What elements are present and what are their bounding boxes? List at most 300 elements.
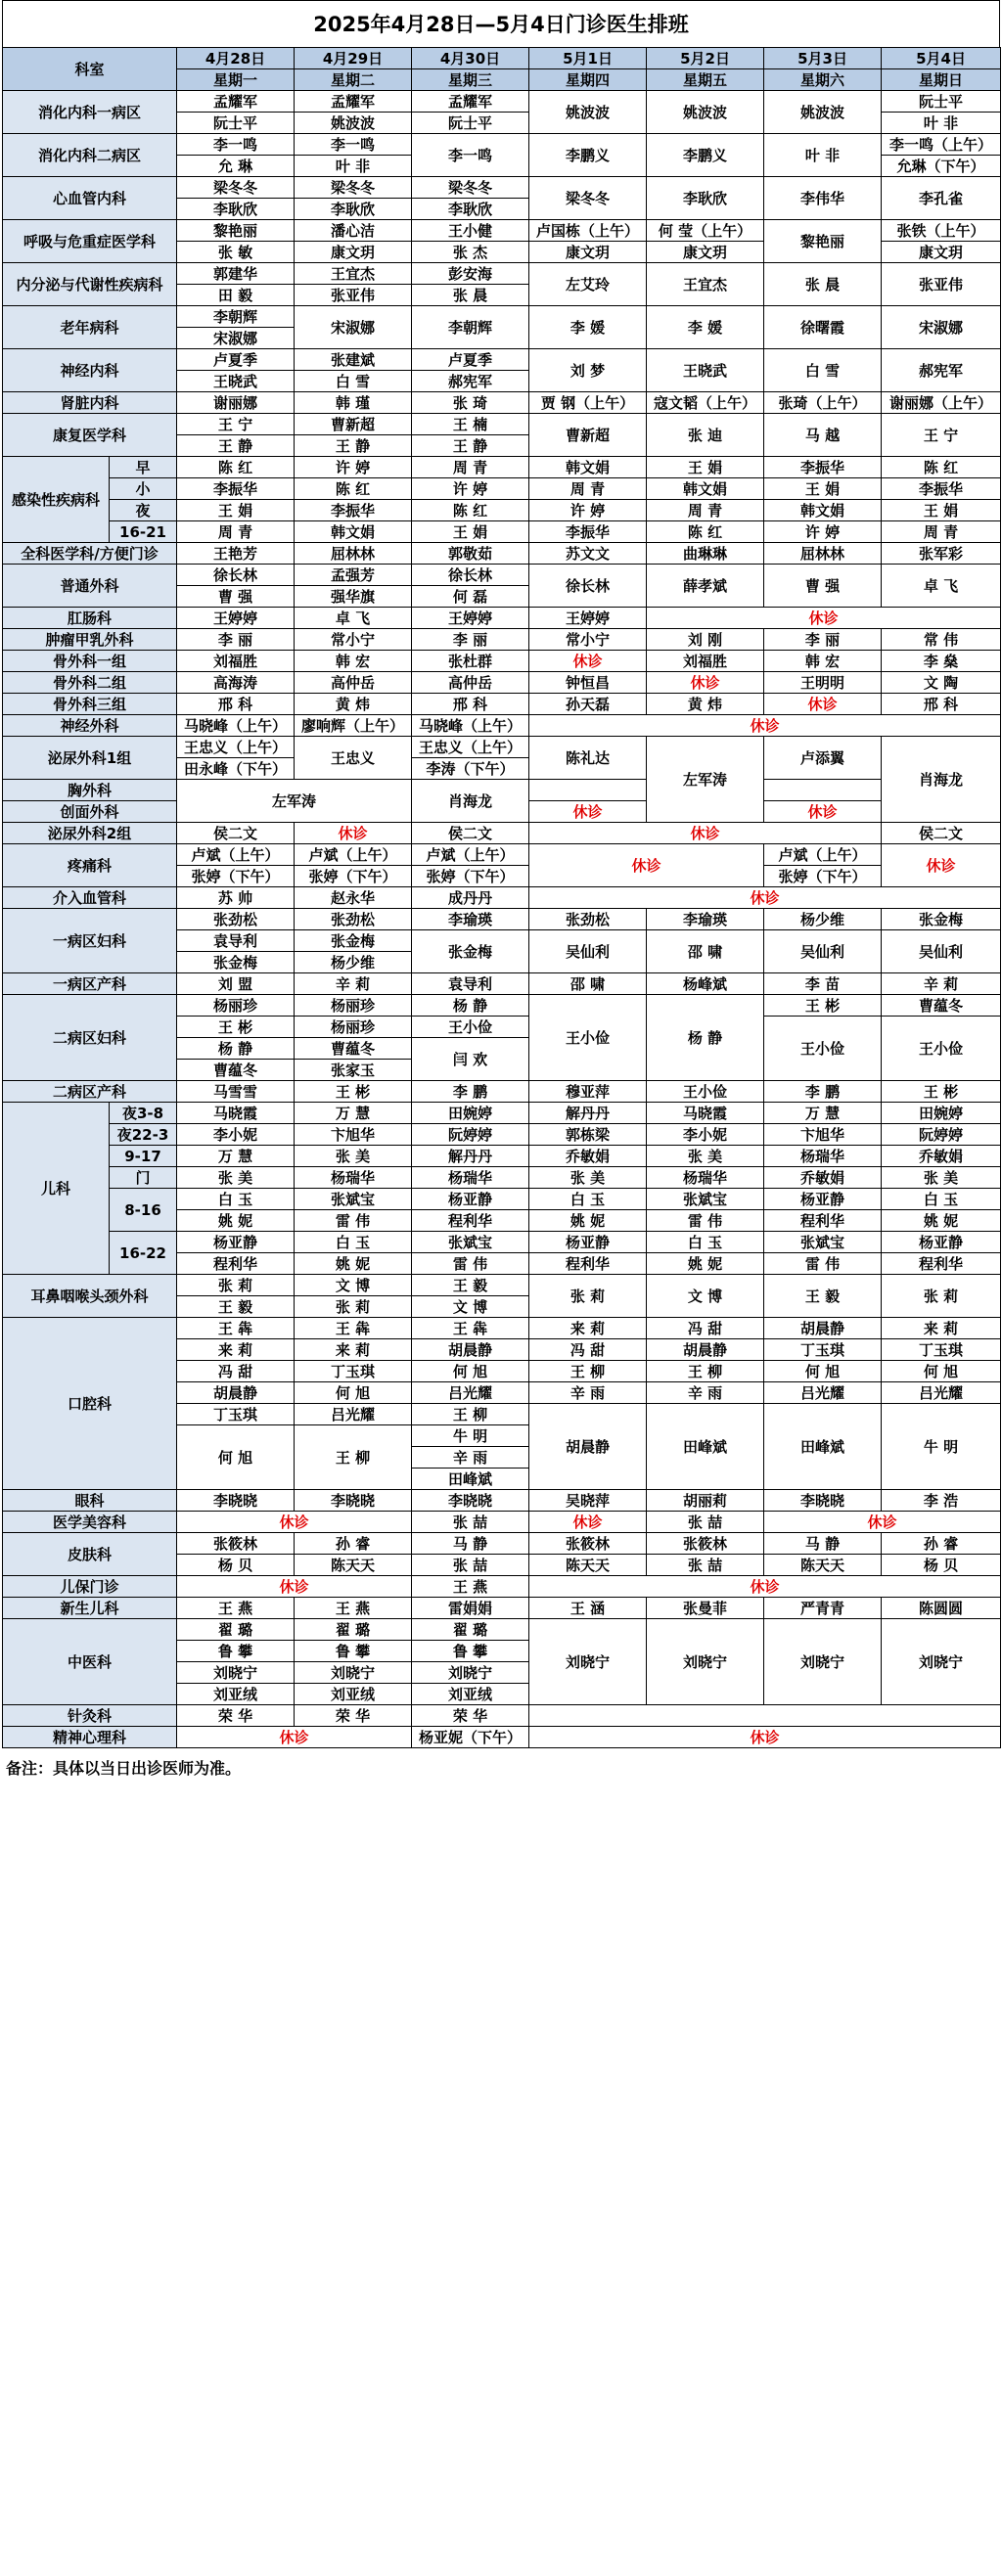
schedule-cell: 鲁 攀 [412,1641,529,1662]
schedule-cell: 李振华 [295,500,412,521]
schedule-cell: 王小俭 [882,1017,1001,1081]
rest-cell: 休诊 [529,1727,1001,1748]
schedule-cell: 王 彬 [177,1017,295,1038]
schedule-cell: 李 鹏 [412,1081,529,1103]
schedule-cell: 李涛（下午） [412,758,529,780]
rest-cell: 休诊 [529,887,1001,909]
schedule-cell: 康文玥 [882,242,1001,263]
schedule-cell: 牛 明 [882,1404,1001,1490]
schedule-cell: 鲁 攀 [295,1641,412,1662]
shift-label: 16-21 [110,521,177,543]
schedule-cell: 姚 妮 [529,1210,647,1232]
schedule-cell: 陈 红 [295,478,412,500]
rest-cell: 休诊 [647,608,1001,629]
schedule-cell: 姚波波 [764,91,882,134]
shift-label: 夜22-3 [110,1124,177,1146]
schedule-cell: 马晓霞 [177,1103,295,1124]
schedule-cell: 张铁（上午） [882,220,1001,242]
schedule-cell: 侯二文 [412,823,529,844]
department-name: 一病区妇科 [3,909,177,973]
schedule-cell: 休诊 [764,694,882,715]
schedule-cell: 周 青 [177,521,295,543]
schedule-cell: 允琳（下午） [882,156,1001,177]
department-name: 口腔科 [3,1318,177,1490]
schedule-cell: 屈林林 [764,543,882,565]
schedule-cell: 严青青 [764,1598,882,1619]
header-date: 5月3日 [764,48,882,69]
department-name: 神经外科 [3,715,177,737]
header-date: 5月1日 [529,48,647,69]
department-name: 皮肤科 [3,1533,177,1576]
schedule-cell: 刘亚绒 [295,1684,412,1705]
schedule-row [3,651,1001,672]
schedule-cell: 许 婷 [295,457,412,478]
schedule-cell: 李一鸣（上午） [882,134,1001,156]
schedule-cell: 苏文文 [529,543,647,565]
schedule-cell: 刘 盟 [177,973,295,995]
schedule-row [3,715,1001,737]
schedule-cell: 姚波波 [529,91,647,134]
schedule-cell: 李耿欣 [647,177,764,220]
schedule-cell: 陈圆圆 [882,1598,1001,1619]
schedule-cell: 万 慧 [764,1103,882,1124]
schedule-cell: 强华旗 [295,586,412,608]
schedule-cell: 康文玥 [647,242,764,263]
schedule-cell: 辛 雨 [647,1382,764,1404]
schedule-row [3,823,1001,844]
department-name: 消化内科一病区 [3,91,177,134]
schedule-cell: 王宜杰 [647,263,764,306]
schedule-cell: 何 磊 [412,586,529,608]
schedule-cell: 张 敏 [177,242,295,263]
rest-cell: 休诊 [177,1512,412,1533]
department-name: 神经内科 [3,349,177,392]
schedule-cell: 刘晓宁 [295,1662,412,1684]
schedule-cell: 王 彬 [764,995,882,1017]
schedule-cell: 李朝辉 [412,306,529,349]
schedule-cell: 李鹏义 [529,134,647,177]
schedule-cell: 鲁 攀 [177,1641,295,1662]
schedule-cell: 王 静 [177,435,295,457]
schedule-cell: 李 媛 [647,306,764,349]
schedule-cell: 张金梅 [412,930,529,973]
schedule-cell: 张 杰 [412,242,529,263]
schedule-cell: 王婷婷 [412,608,529,629]
schedule-cell: 雷娟娟 [412,1598,529,1619]
schedule-cell: 阮士平 [177,113,295,134]
department-name: 眼科 [3,1490,177,1512]
schedule-cell: 来 莉 [529,1318,647,1339]
schedule-cell: 丁玉琪 [295,1361,412,1382]
schedule-cell: 张亚伟 [882,263,1001,306]
schedule-cell: 辛 雨 [412,1447,529,1469]
schedule-cell: 来 莉 [295,1339,412,1361]
schedule-cell: 杨亚妮（下午） [412,1727,529,1748]
schedule-cell: 荣 华 [177,1705,295,1727]
schedule-cell: 谢丽娜（上午） [882,392,1001,414]
schedule-cell: 王 柳 [412,1404,529,1425]
schedule-cell: 张 迪 [647,414,764,457]
department-name: 普通外科 [3,565,177,608]
schedule-cell: 许 婷 [764,521,882,543]
schedule-cell: 梁冬冬 [295,177,412,199]
schedule-cell: 王小俭 [529,995,647,1081]
department-name: 二病区产科 [3,1081,177,1103]
schedule-cell: 王小俭 [412,1017,529,1038]
schedule-cell: 刘晓宁 [529,1619,647,1705]
schedule-cell: 张 喆 [412,1555,529,1576]
schedule-cell: 李瑜瑛 [412,909,529,930]
schedule-row [3,909,1001,930]
schedule-cell: 王 燕 [177,1598,295,1619]
schedule-cell: 田婉婷 [882,1103,1001,1124]
schedule-cell: 牛 明 [412,1425,529,1447]
schedule-cell: 翟 璐 [295,1619,412,1641]
department-name: 感染性疾病科 [3,457,110,543]
schedule-cell: 杨亚静 [764,1189,882,1210]
header-date: 4月28日 [177,48,295,69]
schedule-cell: 何 旭 [882,1361,1001,1382]
schedule-cell: 文 陶 [882,672,1001,694]
rest-cell: 休诊 [177,1727,412,1748]
schedule-cell: 韩文娟 [295,521,412,543]
schedule-cell: 张家玉 [295,1060,412,1081]
schedule-cell: 孟耀军 [295,91,412,113]
schedule-cell: 姚波波 [295,113,412,134]
schedule-cell: 马晓峰（上午） [177,715,295,737]
schedule-cell: 阮士平 [412,113,529,134]
schedule-cell: 张杜群 [412,651,529,672]
schedule-cell: 胡晨静 [529,1404,647,1490]
department-name: 二病区妇科 [3,995,177,1081]
schedule-cell: 邢 科 [177,694,295,715]
schedule-cell: 杨丽珍 [177,995,295,1017]
schedule-cell: 白 玉 [529,1189,647,1210]
rest-cell: 休诊 [295,823,412,844]
schedule-row [3,1275,1001,1296]
schedule-cell: 张筱林 [647,1533,764,1555]
schedule-cell: 张曼菲 [647,1598,764,1619]
schedule-cell: 何 旭 [764,1361,882,1382]
department-name: 疼痛科 [3,844,177,887]
schedule-cell: 白 玉 [295,1232,412,1253]
schedule-cell: 杨亚静 [529,1232,647,1253]
schedule-row [3,1124,1001,1146]
schedule-row [3,134,1001,156]
schedule-row [3,478,1001,500]
schedule-cell: 梁冬冬 [529,177,647,220]
schedule-cell: 丁玉琪 [177,1404,295,1425]
department-name: 肾脏内科 [3,392,177,414]
header-weekday: 星期一 [177,69,295,91]
shift-label: 夜3-8 [110,1103,177,1124]
schedule-row [3,995,1001,1017]
schedule-row [3,694,1001,715]
schedule-cell: 雷 伟 [764,1253,882,1275]
schedule-cell: 白 雪 [764,349,882,392]
department-name: 肿瘤甲乳外科 [3,629,177,651]
schedule-cell: 杨少维 [764,909,882,930]
schedule-cell: 彭安海 [412,263,529,285]
schedule-cell: 袁导利 [412,973,529,995]
schedule-cell: 田峰斌 [647,1404,764,1490]
schedule-cell: 王 犇 [412,1318,529,1339]
schedule-cell: 王婷婷 [177,608,295,629]
schedule-cell: 高仲岳 [295,672,412,694]
schedule-cell: 孟耀军 [177,91,295,113]
schedule-cell: 叶 非 [295,156,412,177]
schedule-cell: 王小俭 [764,1017,882,1081]
schedule-cell: 休诊 [647,672,764,694]
schedule-cell: 周 青 [882,521,1001,543]
schedule-cell: 张婷（下午） [295,866,412,887]
department-name: 介入血管科 [3,887,177,909]
schedule-cell: 贾 钢（上午） [529,392,647,414]
schedule-cell: 张 莉 [529,1275,647,1318]
schedule-cell: 李 丽 [177,629,295,651]
schedule-row [3,521,1001,543]
schedule-cell: 卢斌（上午） [177,844,295,866]
schedule-cell: 王小俭 [647,1081,764,1103]
schedule-cell: 许 婷 [529,500,647,521]
schedule-cell: 胡丽莉 [647,1490,764,1512]
schedule-cell: 杨瑞华 [295,1167,412,1189]
schedule-cell: 张斌宝 [647,1189,764,1210]
schedule-cell: 卢斌（上午） [764,844,882,866]
schedule-row [3,1146,1001,1167]
schedule-cell: 叶 非 [764,134,882,177]
schedule-cell: 白 玉 [882,1189,1001,1210]
schedule-cell: 姚波波 [647,91,764,134]
schedule-cell: 苏 帅 [177,887,295,909]
schedule-cell: 程利华 [882,1253,1001,1275]
department-name: 泌尿外科1组 [3,737,177,780]
schedule-cell: 曲琳琳 [647,543,764,565]
shift-label: 门 [110,1167,177,1189]
schedule-cell: 程利华 [764,1210,882,1232]
schedule-row [3,1189,1001,1210]
department-name: 胸外科 [3,780,177,801]
schedule-cell: 宋淑娜 [882,306,1001,349]
schedule-cell: 王晓武 [647,349,764,392]
schedule-cell: 陈礼达 [529,737,647,780]
schedule-cell: 康文玥 [529,242,647,263]
schedule-row [3,349,1001,371]
schedule-cell: 杨峰斌 [647,973,764,995]
schedule-cell: 杨 静 [177,1038,295,1060]
schedule-row [3,1598,1001,1619]
schedule-cell: 韩文娟 [647,478,764,500]
header-date: 5月4日 [882,48,1001,69]
department-name: 儿保门诊 [3,1576,177,1598]
schedule-cell: 曹 强 [764,565,882,608]
schedule-cell: 万 慧 [177,1146,295,1167]
schedule-cell: 杨 静 [647,995,764,1081]
schedule-cell: 刘亚绒 [412,1684,529,1705]
schedule-row [3,780,1001,801]
schedule-cell: 孟耀军 [412,91,529,113]
schedule-cell: 王 犇 [177,1318,295,1339]
schedule-cell: 张琦（上午） [764,392,882,414]
schedule-cell: 刘福胜 [647,651,764,672]
schedule-cell: 李晓晓 [412,1490,529,1512]
schedule-cell: 刘晓宁 [177,1662,295,1684]
schedule-row [3,1576,1001,1598]
schedule-cell: 王 柳 [295,1425,412,1490]
schedule-cell: 杨亚静 [882,1232,1001,1253]
schedule-cell: 荣 华 [295,1705,412,1727]
schedule-cell: 杨 贝 [882,1555,1001,1576]
schedule-cell: 梁冬冬 [412,177,529,199]
schedule-cell: 张劲松 [177,909,295,930]
schedule-cell: 李 浩 [882,1490,1001,1512]
schedule-cell: 阮婷婷 [412,1124,529,1146]
schedule-cell: 王小健 [412,220,529,242]
schedule-row [3,48,1001,69]
shift-label: 早 [110,457,177,478]
schedule-cell: 薛孝斌 [647,565,764,608]
schedule-cell: 成丹丹 [412,887,529,909]
schedule-row [3,91,1001,113]
schedule-cell: 常小宁 [529,629,647,651]
schedule-cell: 周 青 [412,457,529,478]
header-date: 5月2日 [647,48,764,69]
schedule-row [3,306,1001,328]
schedule-cell: 李 苗 [764,973,882,995]
schedule-cell: 胡晨静 [177,1382,295,1404]
rest-cell: 休诊 [529,1576,1001,1598]
schedule-cell: 翟 璐 [177,1619,295,1641]
schedule-cell: 李孔雀 [882,177,1001,220]
schedule-cell: 王 娟 [882,500,1001,521]
schedule-cell: 李 燊 [882,651,1001,672]
schedule-cell: 乔敏娟 [529,1146,647,1167]
schedule-cell: 雷 伟 [295,1210,412,1232]
schedule-cell: 高海涛 [177,672,295,694]
schedule-cell: 李耿欣 [177,199,295,220]
schedule-cell: 张 美 [647,1146,764,1167]
schedule-cell: 吴仙利 [764,930,882,973]
schedule-cell: 韩文娟 [529,457,647,478]
schedule-cell: 王 毅 [764,1275,882,1318]
schedule-cell: 宋淑娜 [295,306,412,349]
schedule-cell: 郭敬茹 [412,543,529,565]
schedule-row [3,220,1001,242]
department-name: 精神心理科 [3,1727,177,1748]
schedule-cell: 卢斌（上午） [295,844,412,866]
schedule-cell: 乔敏娟 [764,1167,882,1189]
schedule-cell: 徐长林 [177,565,295,586]
schedule-cell: 姚 妮 [177,1210,295,1232]
schedule-cell: 周 青 [647,500,764,521]
schedule-cell: 左军涛 [647,737,764,823]
schedule-cell: 韩 瑾 [295,392,412,414]
department-name: 新生儿科 [3,1598,177,1619]
schedule-cell: 卢夏季 [412,349,529,371]
schedule-cell: 李晓晓 [295,1490,412,1512]
schedule-cell: 王忠义（上午） [412,737,529,758]
schedule-cell: 张金梅 [295,930,412,952]
schedule-cell: 张 莉 [882,1275,1001,1318]
schedule-cell: 李小妮 [647,1124,764,1146]
schedule-cell: 徐曙霞 [764,306,882,349]
schedule-cell: 张 美 [295,1146,412,1167]
schedule-cell: 王 娟 [412,521,529,543]
schedule-cell: 吴仙利 [529,930,647,973]
schedule-cell: 陈天天 [529,1555,647,1576]
schedule-cell: 雷 伟 [412,1253,529,1275]
schedule-cell: 冯 甜 [529,1339,647,1361]
schedule-cell: 休诊 [529,651,647,672]
schedule-cell: 李 丽 [764,629,882,651]
schedule-cell: 解丹丹 [412,1146,529,1167]
schedule-cell: 程利华 [529,1253,647,1275]
schedule-cell: 张婷（下午） [764,866,882,887]
schedule-cell: 曹新超 [529,414,647,457]
schedule-cell: 李耿欣 [412,199,529,220]
schedule-row [3,1619,1001,1641]
schedule-cell: 文 博 [295,1275,412,1296]
header-date: 4月30日 [412,48,529,69]
rest-cell: 休诊 [529,823,882,844]
schedule-row [3,629,1001,651]
schedule-cell [529,780,647,801]
schedule-cell: 李 鹏 [764,1081,882,1103]
header-weekday: 星期三 [412,69,529,91]
schedule-cell: 梁冬冬 [177,177,295,199]
header-weekday: 星期六 [764,69,882,91]
schedule-cell: 杨亚静 [412,1189,529,1210]
schedule-cell: 张婷（下午） [177,866,295,887]
schedule-cell: 韩 宏 [764,651,882,672]
department-name: 呼吸与危重症医学科 [3,220,177,263]
schedule-cell: 王忠义 [295,737,412,780]
schedule-row [3,1705,1001,1727]
schedule-cell: 来 莉 [882,1318,1001,1339]
schedule-row [3,1727,1001,1748]
rest-cell: 休诊 [529,844,764,887]
schedule-cell: 辛 莉 [295,973,412,995]
schedule-cell: 叶 非 [882,113,1001,134]
schedule-cell: 邢 科 [412,694,529,715]
schedule-cell: 王 毅 [177,1296,295,1318]
schedule-cell: 刘晓宁 [882,1619,1001,1705]
schedule-cell: 辛 莉 [882,973,1001,995]
schedule-cell: 田峰斌 [412,1469,529,1490]
schedule-cell: 李振华 [882,478,1001,500]
schedule-cell: 王 宁 [177,414,295,435]
schedule-row [3,414,1001,435]
department-name: 心血管内科 [3,177,177,220]
schedule-cell: 李振华 [529,521,647,543]
schedule-cell: 张婷（下午） [412,866,529,887]
header-weekday: 星期日 [882,69,1001,91]
page-title: 2025年4月28日—5月4日门诊医生排班 [2,0,1000,47]
department-name: 创面外科 [3,801,177,823]
schedule-cell: 孙 睿 [882,1533,1001,1555]
shift-label: 夜 [110,500,177,521]
department-name: 医学美容科 [3,1512,177,1533]
department-name: 中医科 [3,1619,177,1705]
department-name: 耳鼻咽喉头颈外科 [3,1275,177,1318]
schedule-cell: 宋淑娜 [177,328,295,349]
schedule-cell: 张 莉 [295,1296,412,1318]
schedule-cell: 刘亚绒 [177,1684,295,1705]
schedule-row [3,263,1001,285]
schedule-cell: 黄 炜 [647,694,764,715]
schedule-cell: 马晓峰（上午） [412,715,529,737]
rest-cell: 休诊 [177,1576,412,1598]
